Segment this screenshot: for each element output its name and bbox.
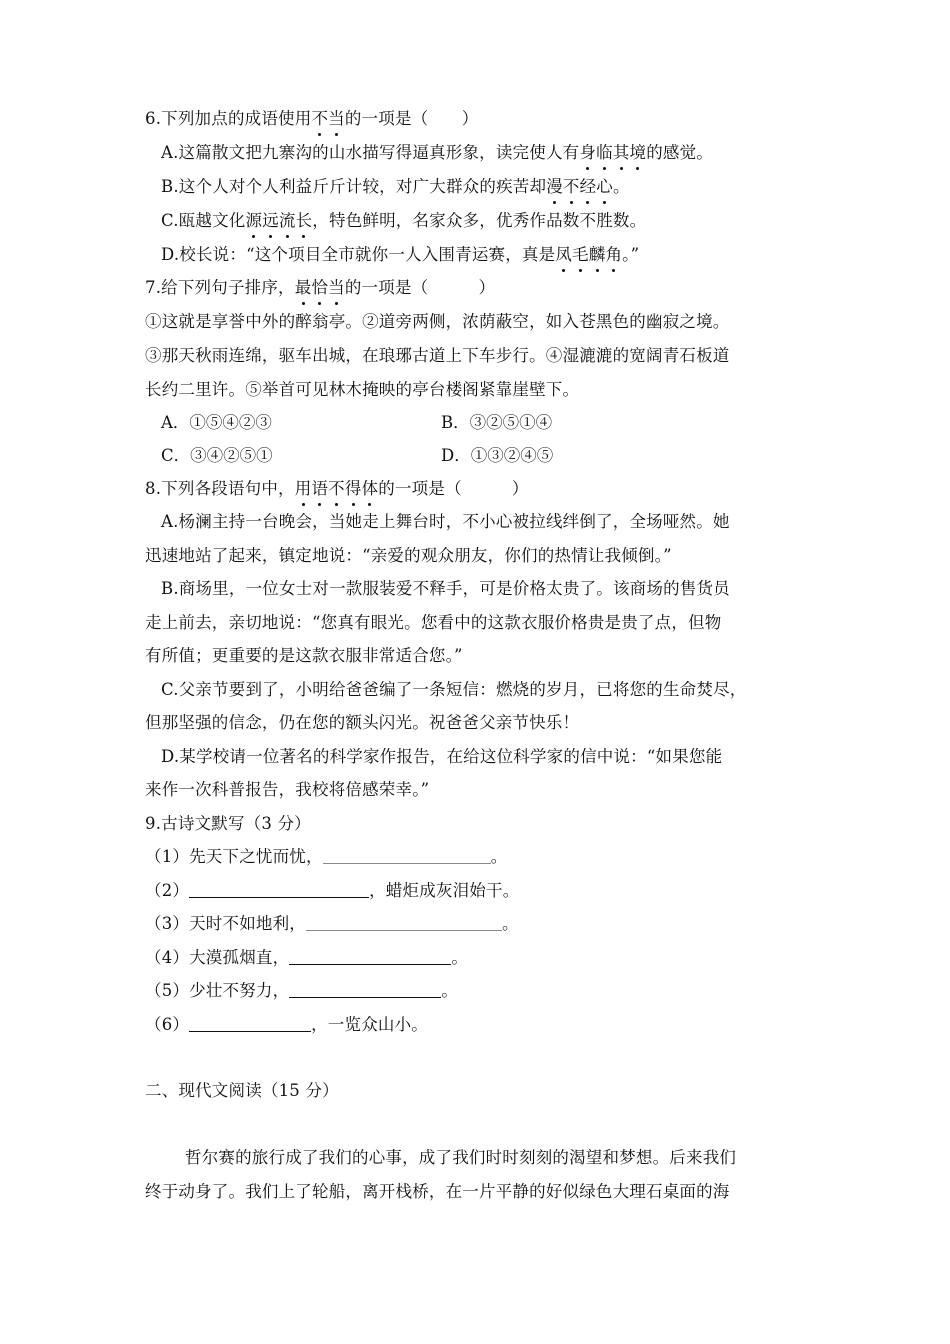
q8-stem-emphasis: 用语不得体 [294,479,379,498]
section-2-title: 二、现代文阅读（15 分） [145,1081,339,1100]
q8-option-c-line-2: 但那坚强的信念，仍在您的额头闪光。祝爸爸父亲节快乐！ [145,713,580,732]
answer-blank-5[interactable] [289,981,441,998]
q8-stem: 8.下列各段语句中，用语不得体的一项是（ ） [145,479,529,498]
q6-stem: 6.下列加点的成语使用不当的一项是（ ） [145,109,479,128]
q6-option-b: B.这个人对个人利益斤斤计较，对广大群众的疾苦却漫不经心。 [161,177,630,196]
q6-option-b-idiom: 漫不经心 [546,177,613,196]
q9-item-3: （3）天时不如地利， 。 [145,914,519,933]
q6-option-c-idiom: 源远流长 [245,211,313,230]
q9-item-5: （5）少壮不努力， 。 [145,981,459,1000]
q9-item-4: （4）大漠孤烟直， 。 [145,948,469,967]
q9-item-6: （6） ，一览众山小。 [145,1015,429,1034]
answer-blank-2[interactable] [189,881,369,898]
passage-line-2: 终于动身了。我们上了轮船，离开栈桥，在一片平静的好似绿色大理石桌面的海 [145,1182,730,1201]
q9-title: 9.古诗文默写（3 分） [145,814,311,833]
q7-option-a: A．①⑤④②③ [161,413,272,432]
q8-option-c-line-1: C.父亲节要到了，小明给爸爸编了一条短信：燃烧的岁月，已将您的生命焚尽， [161,680,747,699]
q6-option-a-idiom: 身临其境 [579,143,647,162]
q7-option-d: D．①③②④⑤ [441,446,554,465]
q6-stem-emphasis: 不当 [311,109,345,128]
q8-option-a-line-1: A.杨澜主持一台晚会，当她走上舞台时，不小心被拉线绊倒了，全场哑然。她 [161,512,730,531]
q6-option-c: C.瓯越文化源远流长，特色鲜明，名家众多，优秀作品数不胜数。 [161,211,647,230]
answer-blank-6[interactable] [189,1015,311,1032]
q6-option-d-idiom: 凤毛麟角 [555,245,623,264]
q6-option-d: D.校长说：“这个项目全市就你一人入围青运赛，真是凤毛麟角。” [161,245,640,264]
q7-sentence-line-1: ①这就是享誉中外的醉翁亭。②道旁两侧，浓荫蔽空，如入苍黑色的幽寂之境。 [145,312,730,331]
q9-item-1: （1）先天下之忧而忧， 。 [145,847,508,866]
answer-blank-4[interactable] [289,948,451,965]
q7-sentence-line-3: 长约二里许。⑤举首可见林木掩映的亭台楼阁紧靠崖壁下。 [145,380,580,399]
passage-line-1: 哲尔赛的旅行成了我们的心事，成了我们时时刻刻的渴望和梦想。后来我们 [185,1148,737,1167]
q8-option-d-line-1: D.某学校请一位著名的科学家作报告，在给这位科学家的信中说：“如果您能 [161,747,723,766]
q7-stem: 7.给下列句子排序，最恰当的一项是（ ） [145,278,496,297]
q8-option-b-line-3: 有所值；更重要的是这款衣服非常适合您。” [145,646,463,665]
q6-option-a: A.这篇散文把九寨沟的山水描写得逼真形象，读完使人有身临其境的感觉。 [161,143,713,162]
q8-option-a-line-2: 迅速地站了起来，镇定地说：“亲爱的观众朋友，你们的热情让我倾倒。” [145,546,672,565]
answer-blank-3[interactable] [306,914,502,931]
q7-sentence-line-2: ③那天秋雨连绵，驱车出城，在琅琊古道上下车步行。④湿漉漉的宽阔青石板道 [145,346,730,365]
q9-item-2: （2） ，蜡炬成灰泪始干。 [145,881,520,900]
answer-blank-1[interactable] [323,847,491,864]
q8-option-b-line-1: B.商场里，一位女士对一款服装爱不释手，可是价格太贵了。该商场的售货员 [161,579,730,598]
q8-option-b-line-2: 走上前去，亲切地说：“您真有眼光。您看中的这款衣服价格贵是贵了点，但物 [145,613,722,632]
q7-option-c: C．③④②⑤① [161,446,273,465]
q7-option-b: B．③②⑤①④ [441,413,553,432]
q7-stem-emphasis: 最恰当 [294,278,345,297]
q8-option-d-line-2: 来作一次科普报告，我校将倍感荣幸。” [145,780,430,799]
